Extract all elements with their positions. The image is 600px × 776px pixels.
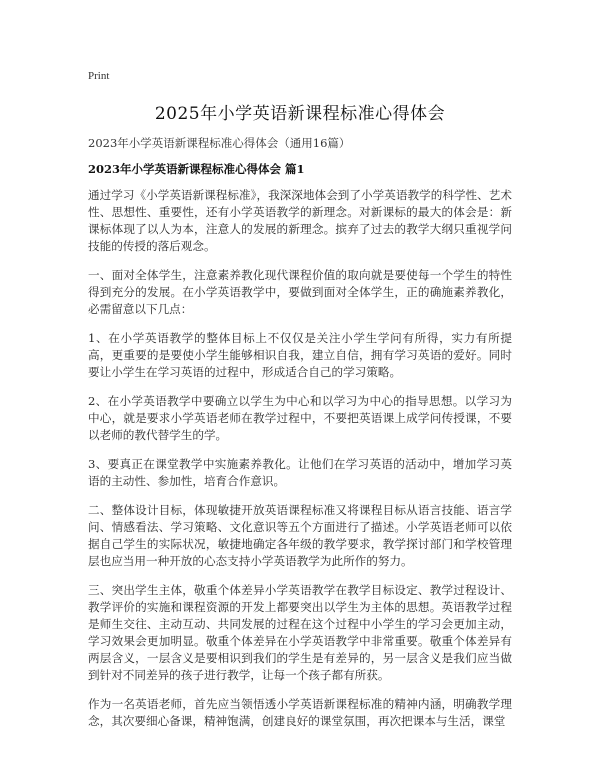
- paragraph: 一、面对全体学生，注意素养教化现代课程价值的取向就是要使每一个学生的特性得到充分的发展。在小学英语教学中，要做到面对全体学生，正的确施素养教化，必需留意以下几点：: [88, 268, 512, 316]
- article-body: [88, 187, 512, 742]
- paragraph: 二、整体设计目标，体现敏捷开放英语课程标准又将课程目标从语言技能、语言学问、情感看法、学习策略、文化意识等五个方面进行了描述。小学英语老师可以依据自己学生的实际状况，敏捷地确定各年级的教学要求，教学探讨部门和学校管理层也应当用一种开放的心态支持小学英语教学为此所作的努力。: [88, 503, 512, 568]
- paragraph: 通过学习《小学英语新课程标准》，我深深地体会到了小学英语教学的科学性、艺术性、思想性、重要性，还有小学英语教学的新理念。对新课标的最大的体会是：新课标体现了以人为本，注意人的发展的新理念。摈弃了过去的教学大纲只重视学问技能的传授的落后观念。: [88, 188, 512, 253]
- print-link[interactable]: Print: [88, 70, 110, 82]
- paragraph: 2、在小学英语教学中要确立以学生为中心和以学习为中心的指导思想。以学习为中心，就是要求小学英语老师在教学过程中，不要把英语课上成学问传授课，不要以老师的教代替学生的学。: [88, 394, 512, 442]
- page-title: 2025年小学英语新课程标准心得体会: [154, 104, 446, 124]
- document-subtitle: 2023年小学英语新课程标准心得体会（通用16篇）: [88, 136, 351, 150]
- paragraph: 三、突出学生主体，敬重个体差异小学英语教学在教学目标设定、教学过程设计、教学评价的实施和课程资源的开发上都要突出以学生为主体的思想。英语教学过程是师生交往、主动互动、共同发展的过程在这个过程中小学生的学习会更加主动，学习效果会更加明显。敬重个体差异在小学英语教学中非常重要。敬重个体差异有两层含义，一层含义是要相识到我们的学生是有差异的，另一层含义是我们应当做到针对不同差异的孩子进行教学，让每一个孩子都有所获。: [88, 583, 512, 682]
- paragraph: 1、在小学英语教学的整体目标上不仅仅是关注小学生学问有所得，实力有所提高，更重要的是要使小学生能够相识自我，建立自信，拥有学习英语的爱好。同时要让小学生在学习英语的过程中，形成适合自己的学习策略。: [88, 331, 512, 379]
- section-heading: 2023年小学英语新课程标准心得体会 篇1: [88, 162, 305, 176]
- paragraph: 3、要真正在课堂教学中实施素养教化。让他们在学习英语的活动中，增加学习英语的主动性、参加性，培育合作意识。: [88, 457, 512, 488]
- paragraph: 作为一名英语老师，首先应当领悟透小学英语新课程标准的精神内涵，明确教学理念，其次要细心备课，精神饱满，创建良好的课堂氛围，再次把课本与生活，课堂: [88, 697, 512, 728]
